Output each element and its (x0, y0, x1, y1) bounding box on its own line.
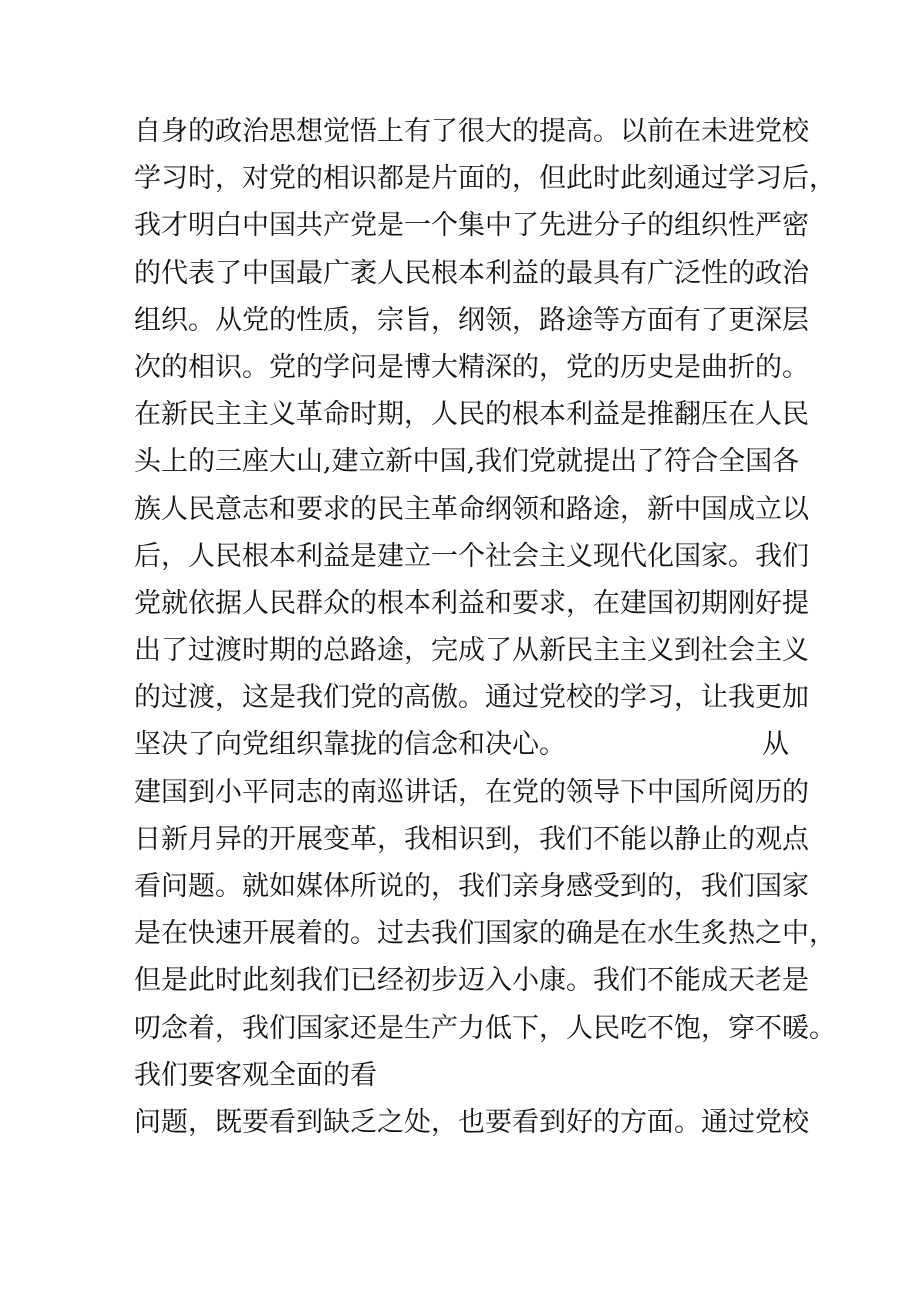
text-line: 问题，既要看到缺乏之处，也要看到好的方面。通过党校 (134, 1106, 809, 1138)
text-line: 出了过渡时期的总路途，完成了从新民主主义到社会主义 (134, 635, 809, 667)
text-line: 头上的三座大山,建立新中国,我们党就提出了符合全国各 (134, 446, 800, 478)
text-line: 我才明白中国共产党是一个集中了先进分子的组织性严密 (134, 210, 809, 242)
text-line-with-gap (134, 721, 804, 768)
text-segment: 坚决了向党组织靠拢的信念和决心。 (134, 729, 566, 761)
text-line: 自身的政治思想觉悟上有了很大的提高。以前在未进党校 (134, 116, 809, 147)
text-line: 后，人民根本利益是建立一个社会主义现代化国家。我们 (134, 540, 809, 572)
text-line: 的代表了中国最广袤人民根本利益的最具有广泛性的政治 (134, 257, 809, 289)
text-line: 族人民意志和要求的民主革命纲领和路途，新中国成立以 (134, 493, 809, 525)
text-line: 叨念着，我们国家还是生产力低下，人民吃不饱，穿不暖。 (134, 1012, 836, 1044)
text-line: 次的相识。党的学问是博大精深的，党的历史是曲折的。 (134, 351, 809, 383)
text-line: 但是此时此刻我们已经初步迈入小康。我们不能成天老是 (134, 965, 809, 997)
text-line: 是在快速开展着的。过去我们国家的确是在水生炙热之中， (134, 918, 836, 950)
body-text (134, 108, 836, 1146)
text-line: 组织。从党的性质，宗旨，纲领，路途等方面有了更深层 (134, 304, 809, 336)
text-segment: 从 (762, 729, 789, 761)
text-line: 在新民主主义革命时期，人民的根本利益是推翻压在人民 (134, 399, 809, 431)
text-line: 党就依据人民群众的根本利益和要求，在建国初期刚好提 (134, 587, 809, 619)
text-line: 我们要客观全面的看 (134, 1059, 377, 1091)
text-line: 的过渡，这是我们党的高傲。通过党校的学习，让我更加 (134, 682, 809, 714)
text-line: 建国到小平同志的南巡讲话，在党的领导下中国所阅历的 (134, 776, 809, 808)
text-line: 学习时，对党的相识都是片面的，但此时此刻通过学习后， (134, 163, 836, 195)
text-line: 日新月异的开展变革，我相识到，我们不能以静止的观点 (134, 823, 809, 855)
text-line: 看问题。就如媒体所说的，我们亲身感受到的，我们国家 (134, 871, 809, 902)
